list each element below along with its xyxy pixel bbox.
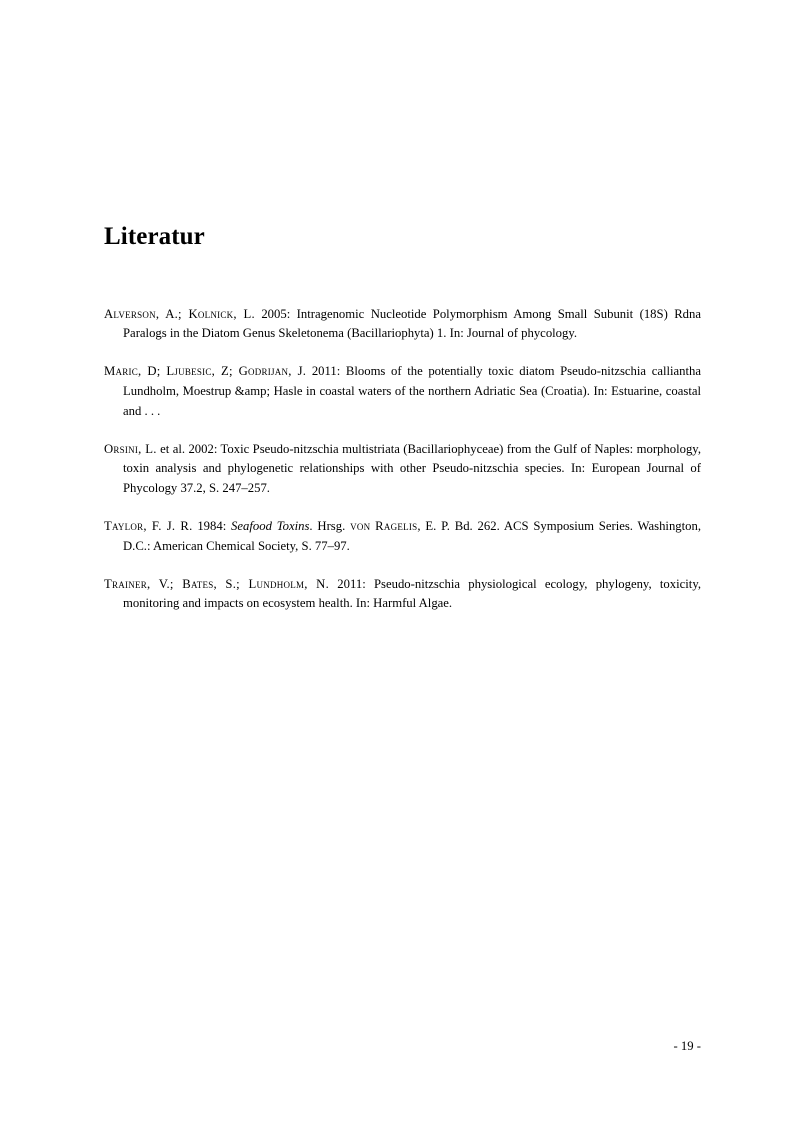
bibliography-entry xyxy=(104,440,701,499)
entry-text: 2011: Blooms of the potentially toxic diatom Pseudo-nitzschia calliantha Lundholm, Moestrup &amp; Hasle in coastal waters of the northern Adriatic Sea (Croatia). In: Estuarine, coastal and . . . xyxy=(123,364,702,418)
entry-text: , E. P. Bd. 262. ACS Symposium Series. Washington, D.C.: American Chemical Society, S. 77–97. xyxy=(123,518,702,553)
entry-authors: Orsini, L. xyxy=(104,441,157,456)
entry-text: 1984: xyxy=(192,518,232,533)
entry-editor-name: Ragelis xyxy=(375,518,418,533)
entry-text: et al. 2002: Toxic Pseudo-nitzschia multistriata (Bacillariophyceae) from the Gulf of Naples: morphology, toxin analysis and phylogenetic relationships with other Pseudo-nitzschia species. In: European Journal of Phycology 37.2, S. 247–257. xyxy=(123,441,701,495)
entry-authors: Taylor, F. J. R. xyxy=(104,518,193,533)
entry-editor-prefix: von xyxy=(350,518,371,533)
entry-text: 2005: Intragenomic Nucleotide Polymorphism Among Small Subunit (18S) Rdna Paralogs in the Diatom Genus Skeletonema (Bacillariophyta) 1. In: Journal of phycology. xyxy=(123,306,701,341)
entry-authors: Maric, D; Ljubesic, Z; Godrijan, J. xyxy=(104,364,307,379)
bibliography-list xyxy=(104,292,701,614)
bibliography-entry xyxy=(104,305,701,344)
entry-authors: Alverson, A.; Kolnick, L. xyxy=(104,306,255,321)
bibliography-entry xyxy=(104,517,701,556)
bibliography-entry xyxy=(104,575,701,614)
page-title: Literatur xyxy=(104,222,205,250)
entry-text: . Hrsg. xyxy=(309,518,351,533)
entry-italic-title: Seafood Toxins xyxy=(231,518,310,533)
entry-authors: Trainer, V.; Bates, S.; Lundholm, N. xyxy=(104,576,329,591)
bibliography-entry xyxy=(104,362,701,421)
entry-text: 2011: Pseudo-nitzschia physiological ecology, phylogeny, toxicity, monitoring and impacts on ecosystem health. In: Harmful Algae. xyxy=(123,576,702,611)
page-number: - 19 - xyxy=(673,1039,701,1053)
